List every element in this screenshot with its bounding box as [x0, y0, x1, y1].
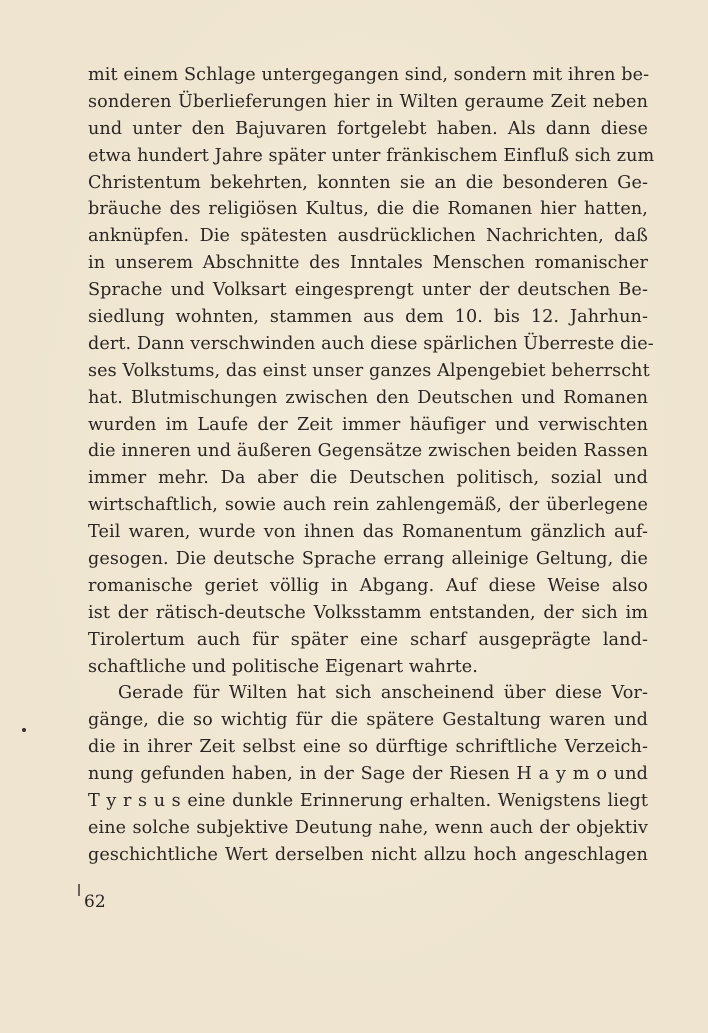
text-line: T y r s u s eine dunkle Erinnerung erhalten. Wenigstens liegt — [88, 791, 648, 812]
text-line: wirtschaftlich, sowie auch rein zahlengemäß, der überlegene — [88, 495, 648, 516]
text-line: geschichtliche Wert derselben nicht allzu hoch angeschlagen — [88, 844, 648, 865]
paragraph-start-line: Gerade für Wilten hat sich anscheinend über diese Vor- — [118, 683, 648, 704]
text-line: und unter den Bajuvaren fortgelebt haben. Als dann diese — [88, 118, 648, 139]
text-line: ses Volkstums, das einst unser ganzes Alpengebiet beherrscht — [88, 360, 650, 381]
text-line: dert. Dann verschwinden auch diese spärlichen Überreste die- — [88, 333, 654, 354]
text-line: hat. Blutmischungen zwischen den Deutschen und Romanen — [88, 387, 648, 408]
text-line: Sprache und Volksart eingesprengt unter der deutschen Be- — [88, 280, 648, 301]
text-line: in unserem Abschnitte des Inntales Menschen romanischer — [88, 253, 648, 274]
text-line: Christentum bekehrten, konnten sie an die besonderen Ge- — [88, 172, 648, 193]
text-line: mit einem Schlage untergegangen sind, sondern mit ihren be- — [88, 65, 650, 85]
text-line: sonderen Überlieferungen hier in Wilten geraume Zeit neben — [88, 91, 648, 112]
text-line: nung gefunden haben, in der Sage der Riesen H a y m o und — [88, 764, 648, 785]
text-line: immer mehr. Da aber die Deutschen politisch, sozial und — [88, 468, 648, 489]
margin-mark — [78, 884, 80, 896]
ink-speck — [22, 728, 26, 732]
text-line: bräuche des religiösen Kultus, die die Romanen hier hatten, — [88, 199, 648, 220]
text-line: etwa hundert Jahre später unter fränkischem Einfluß sich zum — [88, 145, 655, 166]
text-line: Tirolertum auch für später eine scharf ausgeprägte land- — [88, 629, 648, 650]
text-line: gänge, die so wichtig für die spätere Gestaltung waren und — [88, 710, 648, 731]
text-line: romanische geriet völlig in Abgang. Auf diese Weise also — [88, 575, 648, 596]
text-line: anknüpfen. Die spätesten ausdrücklichen Nachrichten, daß — [88, 226, 648, 247]
paragraph-end-line: schaftliche und politische Eigenart wahrte. — [88, 656, 478, 677]
text-line: wurden im Laufe der Zeit immer häufiger und verwischten — [88, 414, 648, 435]
body-text — [88, 62, 655, 869]
text-line: gesogen. Die deutsche Sprache errang alleinige Geltung, die — [88, 549, 648, 570]
text-line: ist der rätisch-deutsche Volksstamm entstanden, der sich im — [88, 602, 648, 623]
page-number: 62 — [84, 892, 106, 912]
text-line: Teil waren, wurde von ihnen das Romanentum gänzlich auf- — [88, 522, 648, 543]
text-line: siedlung wohnten, stammen aus dem 10. bis 12. Jahrhun- — [88, 307, 648, 328]
text-line: die in ihrer Zeit selbst eine so dürftige schriftliche Verzeich- — [88, 737, 648, 758]
text-line: eine solche subjektive Deutung nahe, wenn auch der objektiv — [88, 817, 648, 838]
text-line: die inneren und äußeren Gegensätze zwischen beiden Rassen — [88, 441, 648, 462]
